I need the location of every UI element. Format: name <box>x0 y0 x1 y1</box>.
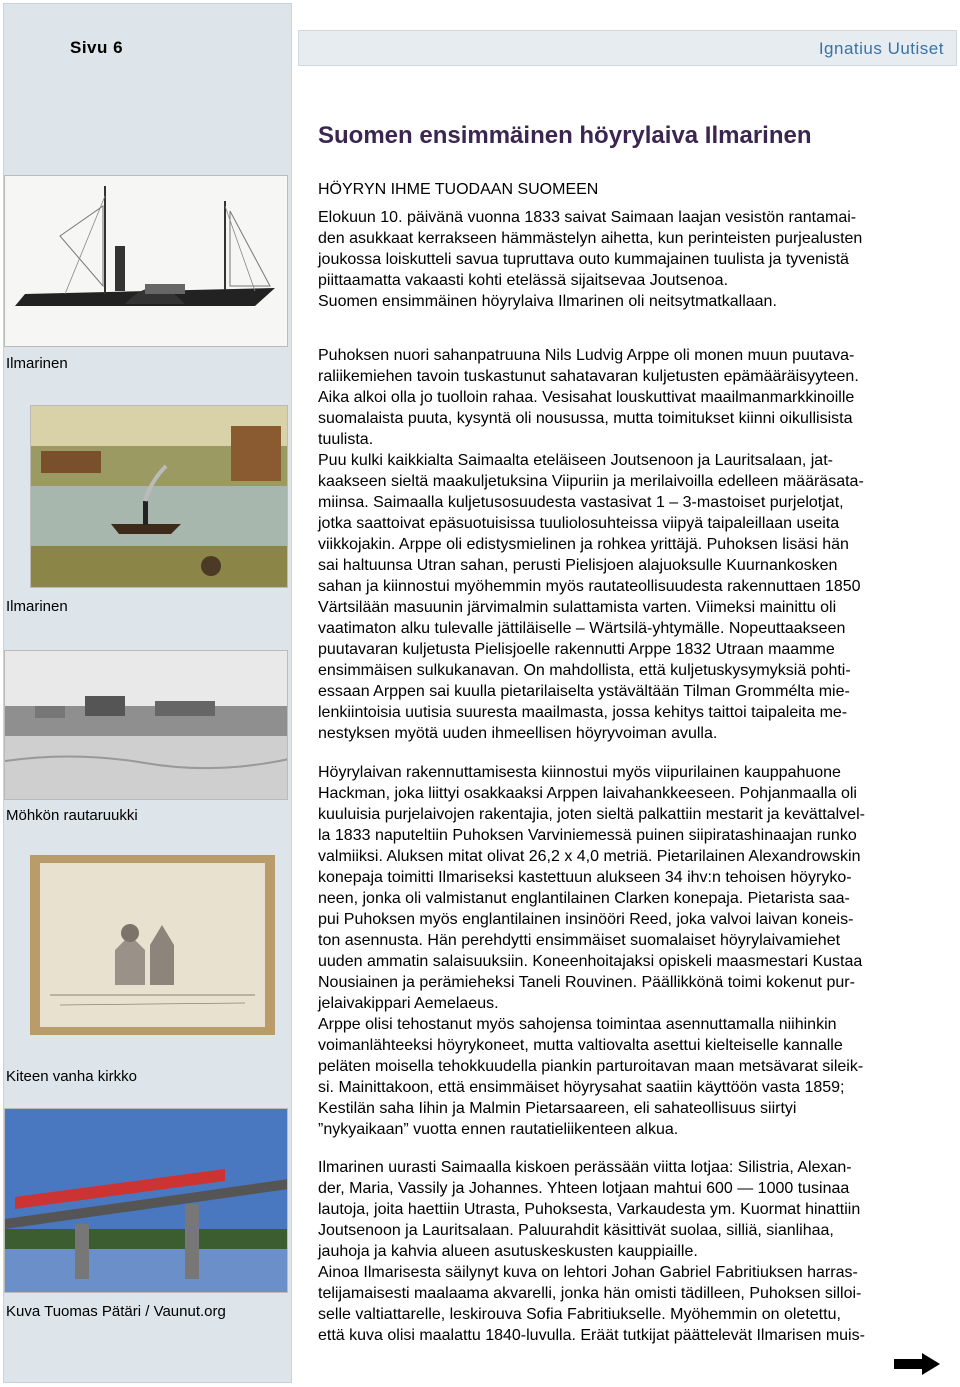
arrow-right-icon[interactable] <box>892 1353 942 1380</box>
mohko-ironworks-photo <box>4 650 288 800</box>
text-line: Kestilän saha Iihin ja Malmin Pietarsaareen, eli sahateollisuus siirtyi <box>318 1100 797 1117</box>
text-line: neen, jonka oli valmistanut englantilainen Clarken konepaja. Pietarista saa- <box>318 890 850 907</box>
text-line: den asukkaat kerrakseen hämmästelyn aihetta, kun perinteisten purjealusten <box>318 230 863 247</box>
text-line: ton asennusta. Hän perehdytti ensimmäiset suomalaiset höyrylaivamiehet <box>318 932 841 949</box>
caption-kitee: Kiteen vanha kirkko <box>6 1068 137 1085</box>
header-band <box>298 30 957 66</box>
kitee-church-sketch <box>30 855 275 1035</box>
text-line: konepaja toimitti Ilmariseksi kastettuun alukseen 34 ihv:n tehoisen höyryko- <box>318 869 852 886</box>
text-line: raliikemiehen tavoin tuskastunut sahatavaran kuljetusten epämääräisyyteen. <box>318 368 859 385</box>
text-line: ensimmäisen sulkukanavan. On mahdollista, että kuljetuskysymyksiä pohti- <box>318 662 851 679</box>
text-line: si. Mainittakoon, että ensimmäiset höyrysahat saatiin käyttöön vasta 1859; <box>318 1079 845 1096</box>
text-line: joukossa loiskutteli savua tupruttava outo kummajainen tuulista ja tyvenistä <box>318 251 849 268</box>
text-line: pui Puhoksen myös englantilainen insinööri Reed, joka valvoi laivan koneis- <box>318 911 854 928</box>
text-line: Arppe olisi tehostanut myös sahojensa toimintaa asennuttamalla niihinkin <box>318 1016 837 1033</box>
text-line: essaan Arppen sai kuulla pietarilaiselta ystävältään Tilman Grommélta mie- <box>318 683 850 700</box>
text-line: ”nykyaikaan” vuotta ennen rautatieliikenteen alkua. <box>318 1121 679 1138</box>
caption-ilmarinen-1: Ilmarinen <box>6 355 68 372</box>
caption-ilmarinen-2: Ilmarinen <box>6 598 68 615</box>
text-line: Hackman, joka liittyi osakkaaksi Arppen laivahankkeeseen. Pohjanmaalla oli <box>318 785 857 802</box>
text-line: Aika alkoi olla jo tuolloin rahaa. Vesisahat louskuttivat maailmanmarkkinoille <box>318 389 855 406</box>
text-line: lautoja, joita haettiin Utrasta, Puhoksesta, Varkaudesta ym. Kuormat hinattiin <box>318 1201 861 1218</box>
text-line: piittaamatta vakaasti kohti etelässä sijaitsevaa Joutsenoa. <box>318 272 729 289</box>
article-subheading: HÖYRYN IHME TUODAAN SUOMEEN <box>318 181 599 198</box>
paragraph-1 <box>318 207 943 312</box>
page-number: Sivu 6 <box>70 38 124 57</box>
text-line: Nousiainen ja perämieheksi Taneli Rouvinen. Päällikkönä toimi kokenut pur- <box>318 974 855 991</box>
text-line: Puu kulki kaikkialta Saimaalta eteläiseen Joutsenoon ja Lauritsalaan, jat- <box>318 452 833 469</box>
text-line: uuden ammatin salaisuuksiin. Koneenhoitajaksi opiskeli maasmestari Kustaa <box>318 953 863 970</box>
text-line: jelaivakippari Aemelaeus. <box>318 995 499 1012</box>
text-line: kuuluisia purjelaivojen rakentajia, joten sieltä palkattiin mestarit ja kevättalvel- <box>318 806 865 823</box>
text-line: Joutsenoon ja Lauritsalaan. Paluurahdit käsittivät suolaa, silliä, sianlihaa, <box>318 1222 834 1239</box>
text-line: puutavaran kuljetusta Pielisjoelle rakennutti Arppe 1832 Utraan maamme <box>318 641 835 658</box>
train-bridge-photo <box>4 1108 288 1293</box>
text-line: sai haltuunsa Utran sahan, perusti Pielisjoen alajuoksulle Kuurnankosken <box>318 557 838 574</box>
paragraph-4 <box>318 1157 943 1346</box>
text-line: der, Maria, Vassily ja Johannes. Yhteen lotjaan mahtui 600 — 1000 tusinaa <box>318 1180 850 1197</box>
text-line: tuulista. <box>318 431 374 448</box>
text-line: vaatimaton alku tulevalle jättiläiselle – Wärtsilä-yhtymälle. Nopeuttaakseen <box>318 620 846 637</box>
text-line: Värtsilään masuunin järvimalmin sulattamista varten. Viimeksi mainittu oli <box>318 599 837 616</box>
text-line: voimanlähteeksi höyrykoneet, mutta valtiovalta asettui kielteiselle kannalle <box>318 1037 843 1054</box>
text-line: jauhoja ja kahvia alueen asutuskeskusten kauppiaille. <box>318 1243 698 1260</box>
text-line: viikkojakin. Arppe oli edistysmielinen ja rohkea yrittäjä. Puhoksen lisäsi hän <box>318 536 849 553</box>
text-line: kaakseen sieltä maakuljetuksina Viipuriin ja merilaivoilla edelleen määräsata- <box>318 473 864 490</box>
text-line: jotka saattoivat epäsuotuisissa tuuliolosuhteissa viipyä taipaleillaan useita <box>318 515 840 532</box>
paragraph-2 <box>318 345 943 744</box>
text-line: Ainoa Ilmarisesta säilynyt kuva on lehtori Johan Gabriel Fabritiuksen harras- <box>318 1264 858 1281</box>
article-title: Suomen ensimmäinen höyrylaiva Ilmarinen <box>318 122 812 149</box>
text-line: suomalaista puuta, kysyntä oli nousussa, mutta toimitukset kiinni oikullisista <box>318 410 853 427</box>
text-line: Höyrylaivan rakennuttamisesta kiinnostui myös viipurilainen kauppahuone <box>318 764 841 781</box>
text-line: lenkiintoisia uutisia suuresta maailmasta, jossa kehitys taittoi taipaleita me- <box>318 704 848 721</box>
text-line: la 1833 naputeltiin Puhoksen Varviniemessä puinen siipiratashinaajan runko <box>318 827 857 844</box>
paragraph-3 <box>318 762 943 1140</box>
text-line: miinsa. Saimaalla kuljetusosuudesta vastasivat 1 – 3-mastoiset purjelotjat, <box>318 494 844 511</box>
publication-title: Ignatius Uutiset <box>818 39 944 58</box>
ilmarinen-painting <box>30 405 288 588</box>
caption-mohko: Möhkön rautaruukki <box>6 807 138 824</box>
text-line: telijamaisesti maalaama akvarelli, jonka hän omisti tädilleen, Puhoksen silloi- <box>318 1285 862 1302</box>
text-line: peläten moisella tehokkuudella piankin parturoitavan maan metsävarat sileik- <box>318 1058 864 1075</box>
text-line: nestyksen myötä uuden ihmeellisen höyryvoiman avulla. <box>318 725 718 742</box>
text-line: Ilmarinen uurasti Saimaalla kiskoen perässään viitta lotjaa: Silistria, Alexan- <box>318 1159 852 1176</box>
text-line: Elokuun 10. päivänä vuonna 1833 saivat Saimaan laajan vesistön rantamai- <box>318 209 857 226</box>
text-line: Suomen ensimmäinen höyrylaiva Ilmarinen oli neitsytmatkallaan. <box>318 293 777 310</box>
caption-photo-credit: Kuva Tuomas Pätäri / Vaunut.org <box>6 1303 226 1320</box>
text-line: selle valtiattarelle, leskirouva Sofia Fabritiukselle. Myöhemmin on oletettu, <box>318 1306 841 1323</box>
text-line: Puhoksen nuori sahanpatruuna Nils Ludvig Arppe oli monen muun puutava- <box>318 347 855 364</box>
text-line: valmiiksi. Aluksen mitat olivat 26,2 x 4,0 metriä. Pietarilainen Alexandrowskin <box>318 848 861 865</box>
text-line: että kuva olisi maalattu 1840-luvulla. Eräät tutkijat päättelevät Ilmarisen muis- <box>318 1327 865 1344</box>
steamship-drawing <box>4 175 288 347</box>
text-line: sahan ja kiinnostui myöhemmin myös rautateollisuudesta rakennuttaen 1850 <box>318 578 861 595</box>
